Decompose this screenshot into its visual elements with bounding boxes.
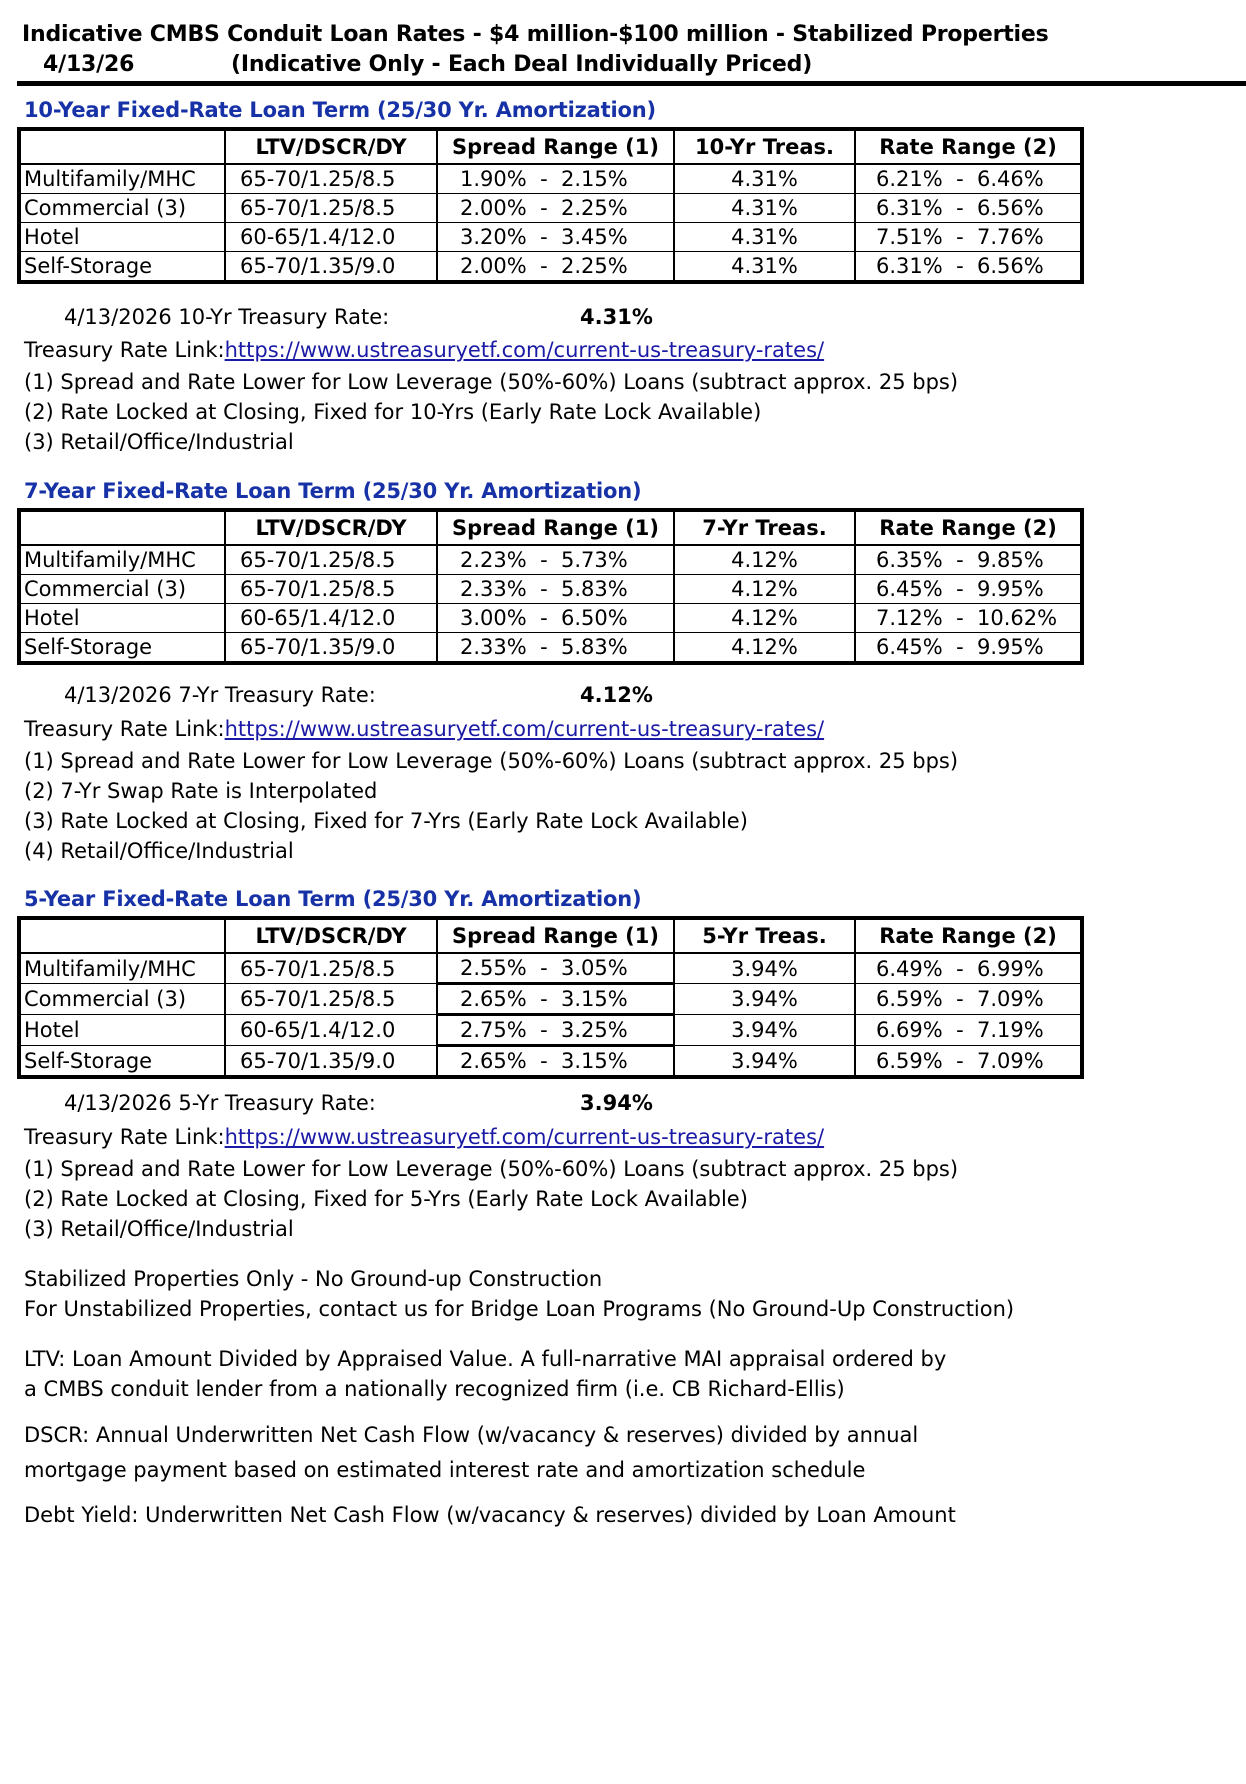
table-header-row bbox=[19, 129, 1082, 164]
column-header-spread: Spread Range (1) bbox=[437, 510, 674, 545]
property-type: Self-Storage bbox=[19, 1046, 225, 1078]
dscr-definition-line2: mortgage payment based on estimated interest rate and amortization schedule bbox=[24, 1458, 866, 1482]
table-row bbox=[19, 223, 1082, 252]
property-type: Multifamily/MHC bbox=[19, 953, 225, 984]
rate-range: 6.69% - 7.19% bbox=[855, 1015, 1082, 1046]
treasury-link-label: Treasury Rate Link: bbox=[24, 1125, 225, 1149]
ltv-definition-line2: a CMBS conduit lender from a nationally recognized firm (i.e. CB Richard-Ellis) bbox=[24, 1377, 845, 1401]
rates-table-5yr bbox=[17, 916, 1084, 1079]
property-type: Commercial (3) bbox=[19, 575, 225, 604]
column-header-spread: Spread Range (1) bbox=[437, 918, 674, 953]
treasury-rate: 3.94% bbox=[674, 1046, 855, 1078]
spread-range: 2.65% - 3.15% bbox=[437, 984, 674, 1015]
ltv-dscr-dy: 65-70/1.35/9.0 bbox=[225, 1046, 437, 1078]
table-header-row bbox=[19, 918, 1082, 953]
treasury-link-label: Treasury Rate Link: bbox=[24, 717, 225, 741]
treasury-rate: 4.31% bbox=[674, 252, 855, 283]
footnote: (3) Retail/Office/Industrial bbox=[24, 430, 294, 454]
spread-range: 3.20% - 3.45% bbox=[437, 223, 674, 252]
treasury-rate: 4.12% bbox=[674, 575, 855, 604]
footnote: (4) Retail/Office/Industrial bbox=[24, 839, 294, 863]
treasury-link-line bbox=[24, 714, 824, 744]
property-type: Hotel bbox=[19, 1015, 225, 1046]
treasury-link-label: Treasury Rate Link: bbox=[24, 338, 225, 362]
table-row bbox=[19, 252, 1082, 283]
table-row bbox=[19, 1015, 1082, 1046]
table-row bbox=[19, 604, 1082, 633]
column-header-property bbox=[19, 510, 225, 545]
rate-range: 6.31% - 6.56% bbox=[855, 252, 1082, 283]
column-header-ltv: LTV/DSCR/DY bbox=[225, 510, 437, 545]
table-row bbox=[19, 575, 1082, 604]
rate-range: 7.12% - 10.62% bbox=[855, 604, 1082, 633]
footnote: (2) Rate Locked at Closing, Fixed for 10-Yrs (Early Rate Lock Available) bbox=[24, 400, 762, 424]
treasury-rate-line bbox=[64, 1088, 653, 1118]
treasury-rate-value: 4.12% bbox=[580, 683, 653, 707]
column-header-spread: Spread Range (1) bbox=[437, 129, 674, 164]
spread-range: 2.65% - 3.15% bbox=[437, 1046, 674, 1078]
footnote: (3) Retail/Office/Industrial bbox=[24, 1217, 294, 1241]
treasury-rate-label: 4/13/2026 5-Yr Treasury Rate: bbox=[64, 1091, 376, 1115]
treasury-rate-label: 4/13/2026 10-Yr Treasury Rate: bbox=[64, 305, 390, 329]
column-header-rate: Rate Range (2) bbox=[855, 918, 1082, 953]
section-title-7yr: 7-Year Fixed-Rate Loan Term (25/30 Yr. Amortization) bbox=[24, 479, 642, 503]
column-header-ltv: LTV/DSCR/DY bbox=[225, 918, 437, 953]
table-row bbox=[19, 953, 1082, 984]
ltv-dscr-dy: 65-70/1.35/9.0 bbox=[225, 633, 437, 664]
rates-table-7yr bbox=[17, 508, 1084, 665]
section-title-5yr: 5-Year Fixed-Rate Loan Term (25/30 Yr. Amortization) bbox=[24, 887, 642, 911]
treasury-rate-value: 4.31% bbox=[580, 305, 653, 329]
column-header-treasury: 10-Yr Treas. bbox=[674, 129, 855, 164]
treasury-rate-link[interactable]: https://www.ustreasuryetf.com/current-us-treasury-rates/ bbox=[224, 1125, 825, 1149]
ltv-definition-line1: LTV: Loan Amount Divided by Appraised Value. A full-narrative MAI appraisal ordered by bbox=[24, 1347, 947, 1371]
treasury-rate: 3.94% bbox=[674, 953, 855, 984]
column-header-rate: Rate Range (2) bbox=[855, 129, 1082, 164]
treasury-rate: 3.94% bbox=[674, 984, 855, 1015]
ltv-dscr-dy: 65-70/1.35/9.0 bbox=[225, 252, 437, 283]
rate-range: 6.59% - 7.09% bbox=[855, 984, 1082, 1015]
ltv-dscr-dy: 65-70/1.25/8.5 bbox=[225, 194, 437, 223]
rate-range: 6.45% - 9.95% bbox=[855, 575, 1082, 604]
treasury-rate-line bbox=[64, 680, 653, 710]
ltv-dscr-dy: 60-65/1.4/12.0 bbox=[225, 1015, 437, 1046]
ltv-dscr-dy: 60-65/1.4/12.0 bbox=[225, 223, 437, 252]
ltv-dscr-dy: 65-70/1.25/8.5 bbox=[225, 545, 437, 575]
page-subtitle bbox=[43, 50, 812, 80]
ltv-dscr-dy: 65-70/1.25/8.5 bbox=[225, 575, 437, 604]
spread-range: 2.75% - 3.25% bbox=[437, 1015, 674, 1046]
property-type: Commercial (3) bbox=[19, 984, 225, 1015]
rate-range: 6.31% - 6.56% bbox=[855, 194, 1082, 223]
page-title: Indicative CMBS Conduit Loan Rates - $4 million-$100 million - Stabilized Properties bbox=[22, 22, 1049, 47]
table-row bbox=[19, 1046, 1082, 1078]
column-header-treasury: 5-Yr Treas. bbox=[674, 918, 855, 953]
treasury-rate-line bbox=[64, 302, 653, 332]
rate-range: 6.35% - 9.85% bbox=[855, 545, 1082, 575]
property-type: Commercial (3) bbox=[19, 194, 225, 223]
dscr-definition-line1: DSCR: Annual Underwritten Net Cash Flow (w/vacancy & reserves) divided by annual bbox=[24, 1423, 919, 1447]
treasury-rate: 4.31% bbox=[674, 223, 855, 252]
table-header-row bbox=[19, 510, 1082, 545]
footnote: (2) Rate Locked at Closing, Fixed for 5-Yrs (Early Rate Lock Available) bbox=[24, 1187, 748, 1211]
treasury-rate-link[interactable]: https://www.ustreasuryetf.com/current-us-treasury-rates/ bbox=[224, 717, 825, 741]
table-row bbox=[19, 633, 1082, 664]
rates-table-10yr bbox=[17, 127, 1084, 284]
footnote: (1) Spread and Rate Lower for Low Leverage (50%-60%) Loans (subtract approx. 25 bps) bbox=[24, 1157, 959, 1181]
column-header-property bbox=[19, 918, 225, 953]
treasury-rate: 4.12% bbox=[674, 604, 855, 633]
unstabilized-note: For Unstabilized Properties, contact us for Bridge Loan Programs (No Ground-Up Construction) bbox=[24, 1297, 1015, 1321]
column-header-rate: Rate Range (2) bbox=[855, 510, 1082, 545]
treasury-rate-link[interactable]: https://www.ustreasuryetf.com/current-us-treasury-rates/ bbox=[224, 338, 825, 362]
property-type: Multifamily/MHC bbox=[19, 164, 225, 194]
treasury-link-line bbox=[24, 335, 824, 365]
table-row bbox=[19, 984, 1082, 1015]
ltv-dscr-dy: 65-70/1.25/8.5 bbox=[225, 953, 437, 984]
treasury-rate: 4.12% bbox=[674, 545, 855, 575]
rate-range: 6.45% - 9.95% bbox=[855, 633, 1082, 664]
property-type: Hotel bbox=[19, 223, 225, 252]
spread-range: 2.00% - 2.25% bbox=[437, 252, 674, 283]
spread-range: 2.00% - 2.25% bbox=[437, 194, 674, 223]
treasury-rate: 3.94% bbox=[674, 1015, 855, 1046]
treasury-rate: 4.12% bbox=[674, 633, 855, 664]
header-divider bbox=[17, 81, 1246, 86]
ltv-dscr-dy: 65-70/1.25/8.5 bbox=[225, 984, 437, 1015]
rate-range: 6.21% - 6.46% bbox=[855, 164, 1082, 194]
spread-range: 1.90% - 2.15% bbox=[437, 164, 674, 194]
rate-range: 6.59% - 7.09% bbox=[855, 1046, 1082, 1078]
debt-yield-definition: Debt Yield: Underwritten Net Cash Flow (w/vacancy & reserves) divided by Loan Amount bbox=[24, 1503, 956, 1527]
property-type: Multifamily/MHC bbox=[19, 545, 225, 575]
footnote: (2) 7-Yr Swap Rate is Interpolated bbox=[24, 779, 378, 803]
table-row bbox=[19, 545, 1082, 575]
rate-range: 6.49% - 6.99% bbox=[855, 953, 1082, 984]
treasury-rate-label: 4/13/2026 7-Yr Treasury Rate: bbox=[64, 683, 376, 707]
footnote: (3) Rate Locked at Closing, Fixed for 7-Yrs (Early Rate Lock Available) bbox=[24, 809, 748, 833]
spread-range: 2.33% - 5.83% bbox=[437, 633, 674, 664]
header-subtitle: (Indicative Only - Each Deal Individually Priced) bbox=[231, 52, 813, 77]
ltv-dscr-dy: 65-70/1.25/8.5 bbox=[225, 164, 437, 194]
column-header-ltv: LTV/DSCR/DY bbox=[225, 129, 437, 164]
ltv-dscr-dy: 60-65/1.4/12.0 bbox=[225, 604, 437, 633]
treasury-rate: 4.31% bbox=[674, 164, 855, 194]
treasury-link-line bbox=[24, 1122, 824, 1152]
stabilized-note: Stabilized Properties Only - No Ground-up Construction bbox=[24, 1267, 603, 1291]
spread-range: 2.55% - 3.05% bbox=[437, 953, 674, 984]
treasury-rate: 4.31% bbox=[674, 194, 855, 223]
footnote: (1) Spread and Rate Lower for Low Leverage (50%-60%) Loans (subtract approx. 25 bps) bbox=[24, 749, 959, 773]
footnote: (1) Spread and Rate Lower for Low Leverage (50%-60%) Loans (subtract approx. 25 bps) bbox=[24, 370, 959, 394]
property-type: Self-Storage bbox=[19, 633, 225, 664]
header-date: 4/13/26 bbox=[43, 52, 135, 77]
rate-range: 7.51% - 7.76% bbox=[855, 223, 1082, 252]
spread-range: 3.00% - 6.50% bbox=[437, 604, 674, 633]
property-type: Self-Storage bbox=[19, 252, 225, 283]
spread-range: 2.33% - 5.83% bbox=[437, 575, 674, 604]
property-type: Hotel bbox=[19, 604, 225, 633]
spread-range: 2.23% - 5.73% bbox=[437, 545, 674, 575]
section-title-10yr: 10-Year Fixed-Rate Loan Term (25/30 Yr. Amortization) bbox=[24, 98, 656, 122]
table-row bbox=[19, 164, 1082, 194]
column-header-treasury: 7-Yr Treas. bbox=[674, 510, 855, 545]
treasury-rate-value: 3.94% bbox=[580, 1091, 653, 1115]
table-row bbox=[19, 194, 1082, 223]
column-header-property bbox=[19, 129, 225, 164]
